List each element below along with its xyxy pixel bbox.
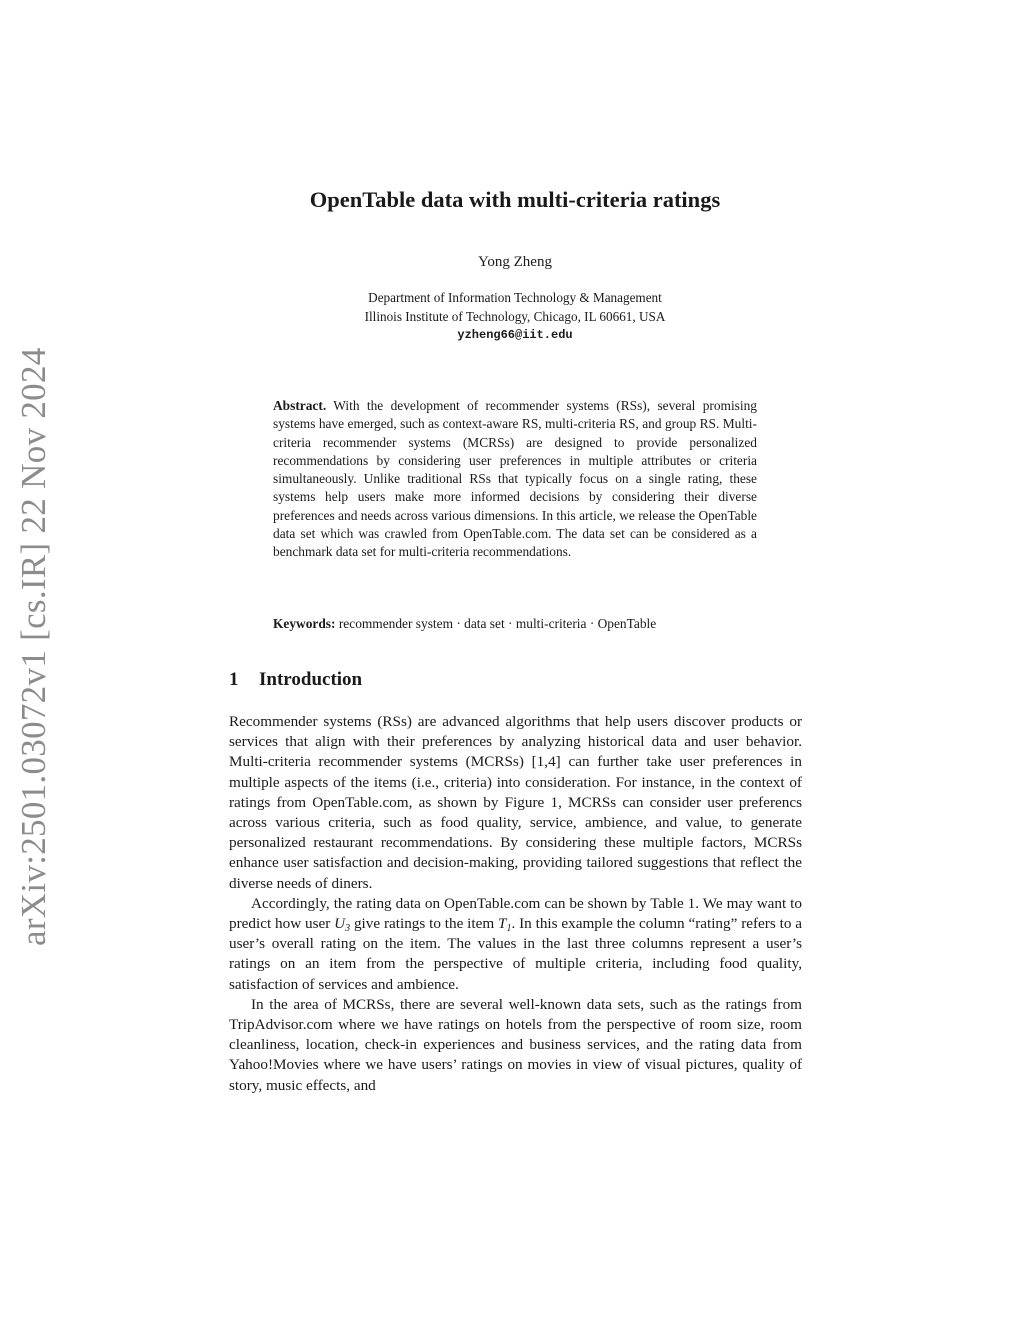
math-item-symbol: [498, 915, 512, 935]
section-number: 1: [229, 669, 239, 690]
abstract-text: With the development of recommender systems (RSs), several promising systems have emerged, such as context-aware RS, multi-criteria RS, and group RS. Multi-criteria recommender systems (MCRSs) are designed to provide personalized recommendations by considering user preferences in multiple attributes or criteria simultaneously. Unlike traditional RSs that typically focus on a single rating, these systems help users make more informed decisions by considering their diverse preferences and needs across various dimensions. In this article, we release the OpenTable data set which was crawled from OpenTable.com. The data set can be considered as a benchmark data set for multi-criteria recommendations.: [273, 398, 758, 560]
abstract: [273, 397, 757, 562]
paper-title: OpenTable data with multi-criteria ratings: [309, 187, 721, 212]
paragraph-2-part-a: Accordingly, the rating data on OpenTable.com can be shown by Table 1. We may want to predict how user: [229, 894, 802, 933]
paragraph-3: In the area of MCRSs, there are several well-known data sets, such as the ratings from TripAdvisor.com where we have ratings on hotels from the perspective of room size, room cleanliness, location, check-in experiences and business services, and the rating data from Yahoo!Movies where we have users’ ratings on movies in view of visual pictures, quality of story, music effects, and: [229, 995, 802, 1094]
paragraph-1: Recommender systems (RSs) are advanced algorithms that help users discover products or services that align with their preferences by analyzing historical data and user behavior. Multi-criteria recommender systems (MCRSs) [1,4] can further take user preferences in multiple aspects of the items (i.e., criteria) into consideration. For instance, in the context of ratings from OpenTable.com, as shown by Figure 1, MCRSs can consider user preferencs across various criteria, such as food quality, service, ambience, and value, to generate personalized restaurant recommendations. By considering these multiple factors, MCRSs enhance user satisfaction and decision-making, providing tailored suggestions that reflect the diverse needs of diners.: [229, 713, 802, 892]
math-user-letter: U: [334, 915, 346, 933]
author-name: Yong Zheng: [478, 254, 552, 270]
author-department: Department of Information Technology & Management: [368, 290, 662, 305]
paragraph-2: [229, 894, 802, 995]
math-user-symbol: [334, 915, 351, 935]
arxiv-identifier-stamp: arXiv:2501.03072v1 [cs.IR] 22 Nov 2024: [14, 347, 53, 946]
paragraph-2-part-c: . In this example the column “rating” refers to a user’s overall rating on the item. The values in the last three columns represent a user’s ratings on an item from the perspective of multiple criteria, including food quality, satisfaction of services and ambience.: [229, 915, 802, 993]
math-item-subscript: 1: [506, 923, 512, 935]
paragraph-2-part-b: give ratings to the item: [350, 915, 499, 933]
section-heading-introduction: [229, 669, 362, 691]
author-institute: Illinois Institute of Technology, Chicago, IL 60661, USA: [364, 309, 666, 324]
math-user-subscript: 3: [345, 923, 351, 935]
keywords: [273, 616, 768, 632]
section-title: Introduction: [259, 669, 363, 690]
keywords-label: Keywords:: [273, 616, 336, 631]
author-email[interactable]: yzheng66@iit.edu: [457, 328, 573, 342]
keywords-text: recommender system · data set · multi-criteria · OpenTable: [338, 616, 657, 631]
abstract-label: Abstract.: [273, 398, 327, 413]
introduction-body: [229, 712, 802, 1096]
math-item-letter: T: [498, 915, 507, 933]
